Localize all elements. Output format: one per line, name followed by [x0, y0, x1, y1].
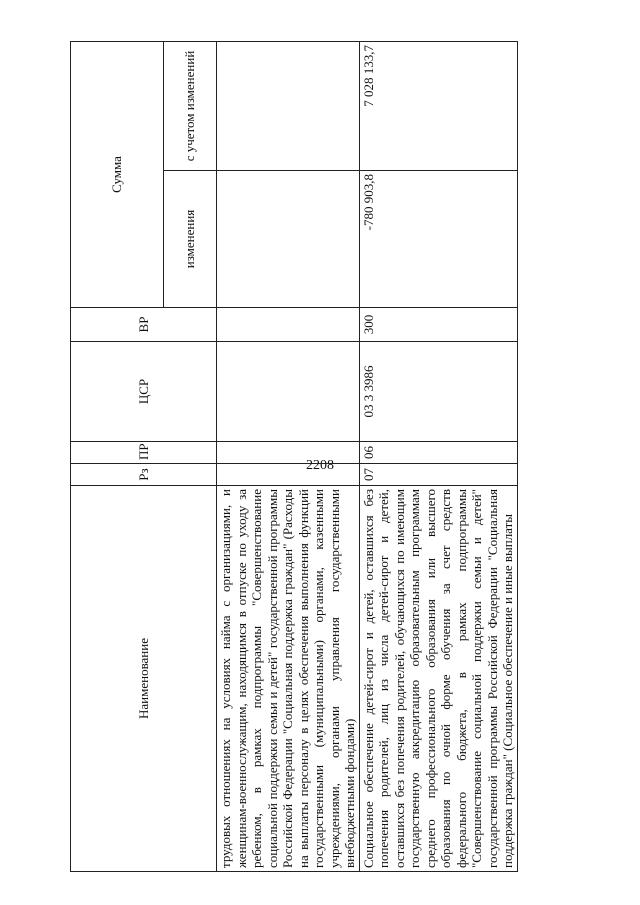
row-vr [217, 308, 360, 342]
row-rz [217, 464, 360, 486]
table-row [359, 42, 517, 872]
row-with-changes: 7 028 133,7 [359, 42, 517, 171]
row-name: трудовых отношениях на условиях найма с организациями, и женщинам-военнослужащим, находящимся в отпуске по уходу за ребенком, в рамках подпрограммы "Совершенствование социальной поддержки семьи и детей" государственной программы Российской Федерации "Социальная поддержка граждан" (Расходы на выплаты персоналу в целях обеспечения выполнения функций государственными (муниципальными) органами, казенными учреждениями, органами управления государственными внебюджетными фондами) [217, 486, 360, 872]
page-number: 2208 [306, 458, 334, 473]
header-rz: Рз [71, 464, 217, 486]
table-row [217, 42, 360, 872]
row-csr [217, 342, 360, 442]
header-vr: ВР [71, 308, 217, 342]
row-pr [217, 442, 360, 464]
row-changes [217, 171, 360, 308]
header-pr: ПР [71, 442, 217, 464]
row-pr: 06 [359, 442, 517, 464]
header-csr: ЦСР [71, 342, 217, 442]
row-with-changes [217, 42, 360, 171]
header-sum-group: Сумма [71, 42, 164, 308]
header-changes: изменения [164, 171, 217, 308]
header-name: Наименование [71, 486, 217, 872]
row-csr: 03 3 3986 [359, 342, 517, 442]
row-changes: -780 903,8 [359, 171, 517, 308]
row-name: Социальное обеспечение детей-сирот и детей, оставшихся без попечения родителей, лиц из числа детей-сирот и детей, оставшихся без попечения родителей, обучающихся по имеющим государственную аккредитацию образовательным программам среднего профессионального образования или высшего образования по очной форме обучения за счет средств федерального бюджета, в рамках подпрограммы "Совершенствование социальной поддержки семьи и детей" государственной программы Российской Федерации "Социальная поддержка граждан" (Социальное обеспечение и иные выплаты [359, 486, 517, 872]
rotated-table-container [70, 42, 570, 872]
header-with-changes: с учетом изменений [164, 42, 217, 171]
budget-table [70, 41, 518, 872]
row-rz: 07 [359, 464, 517, 486]
row-vr: 300 [359, 308, 517, 342]
